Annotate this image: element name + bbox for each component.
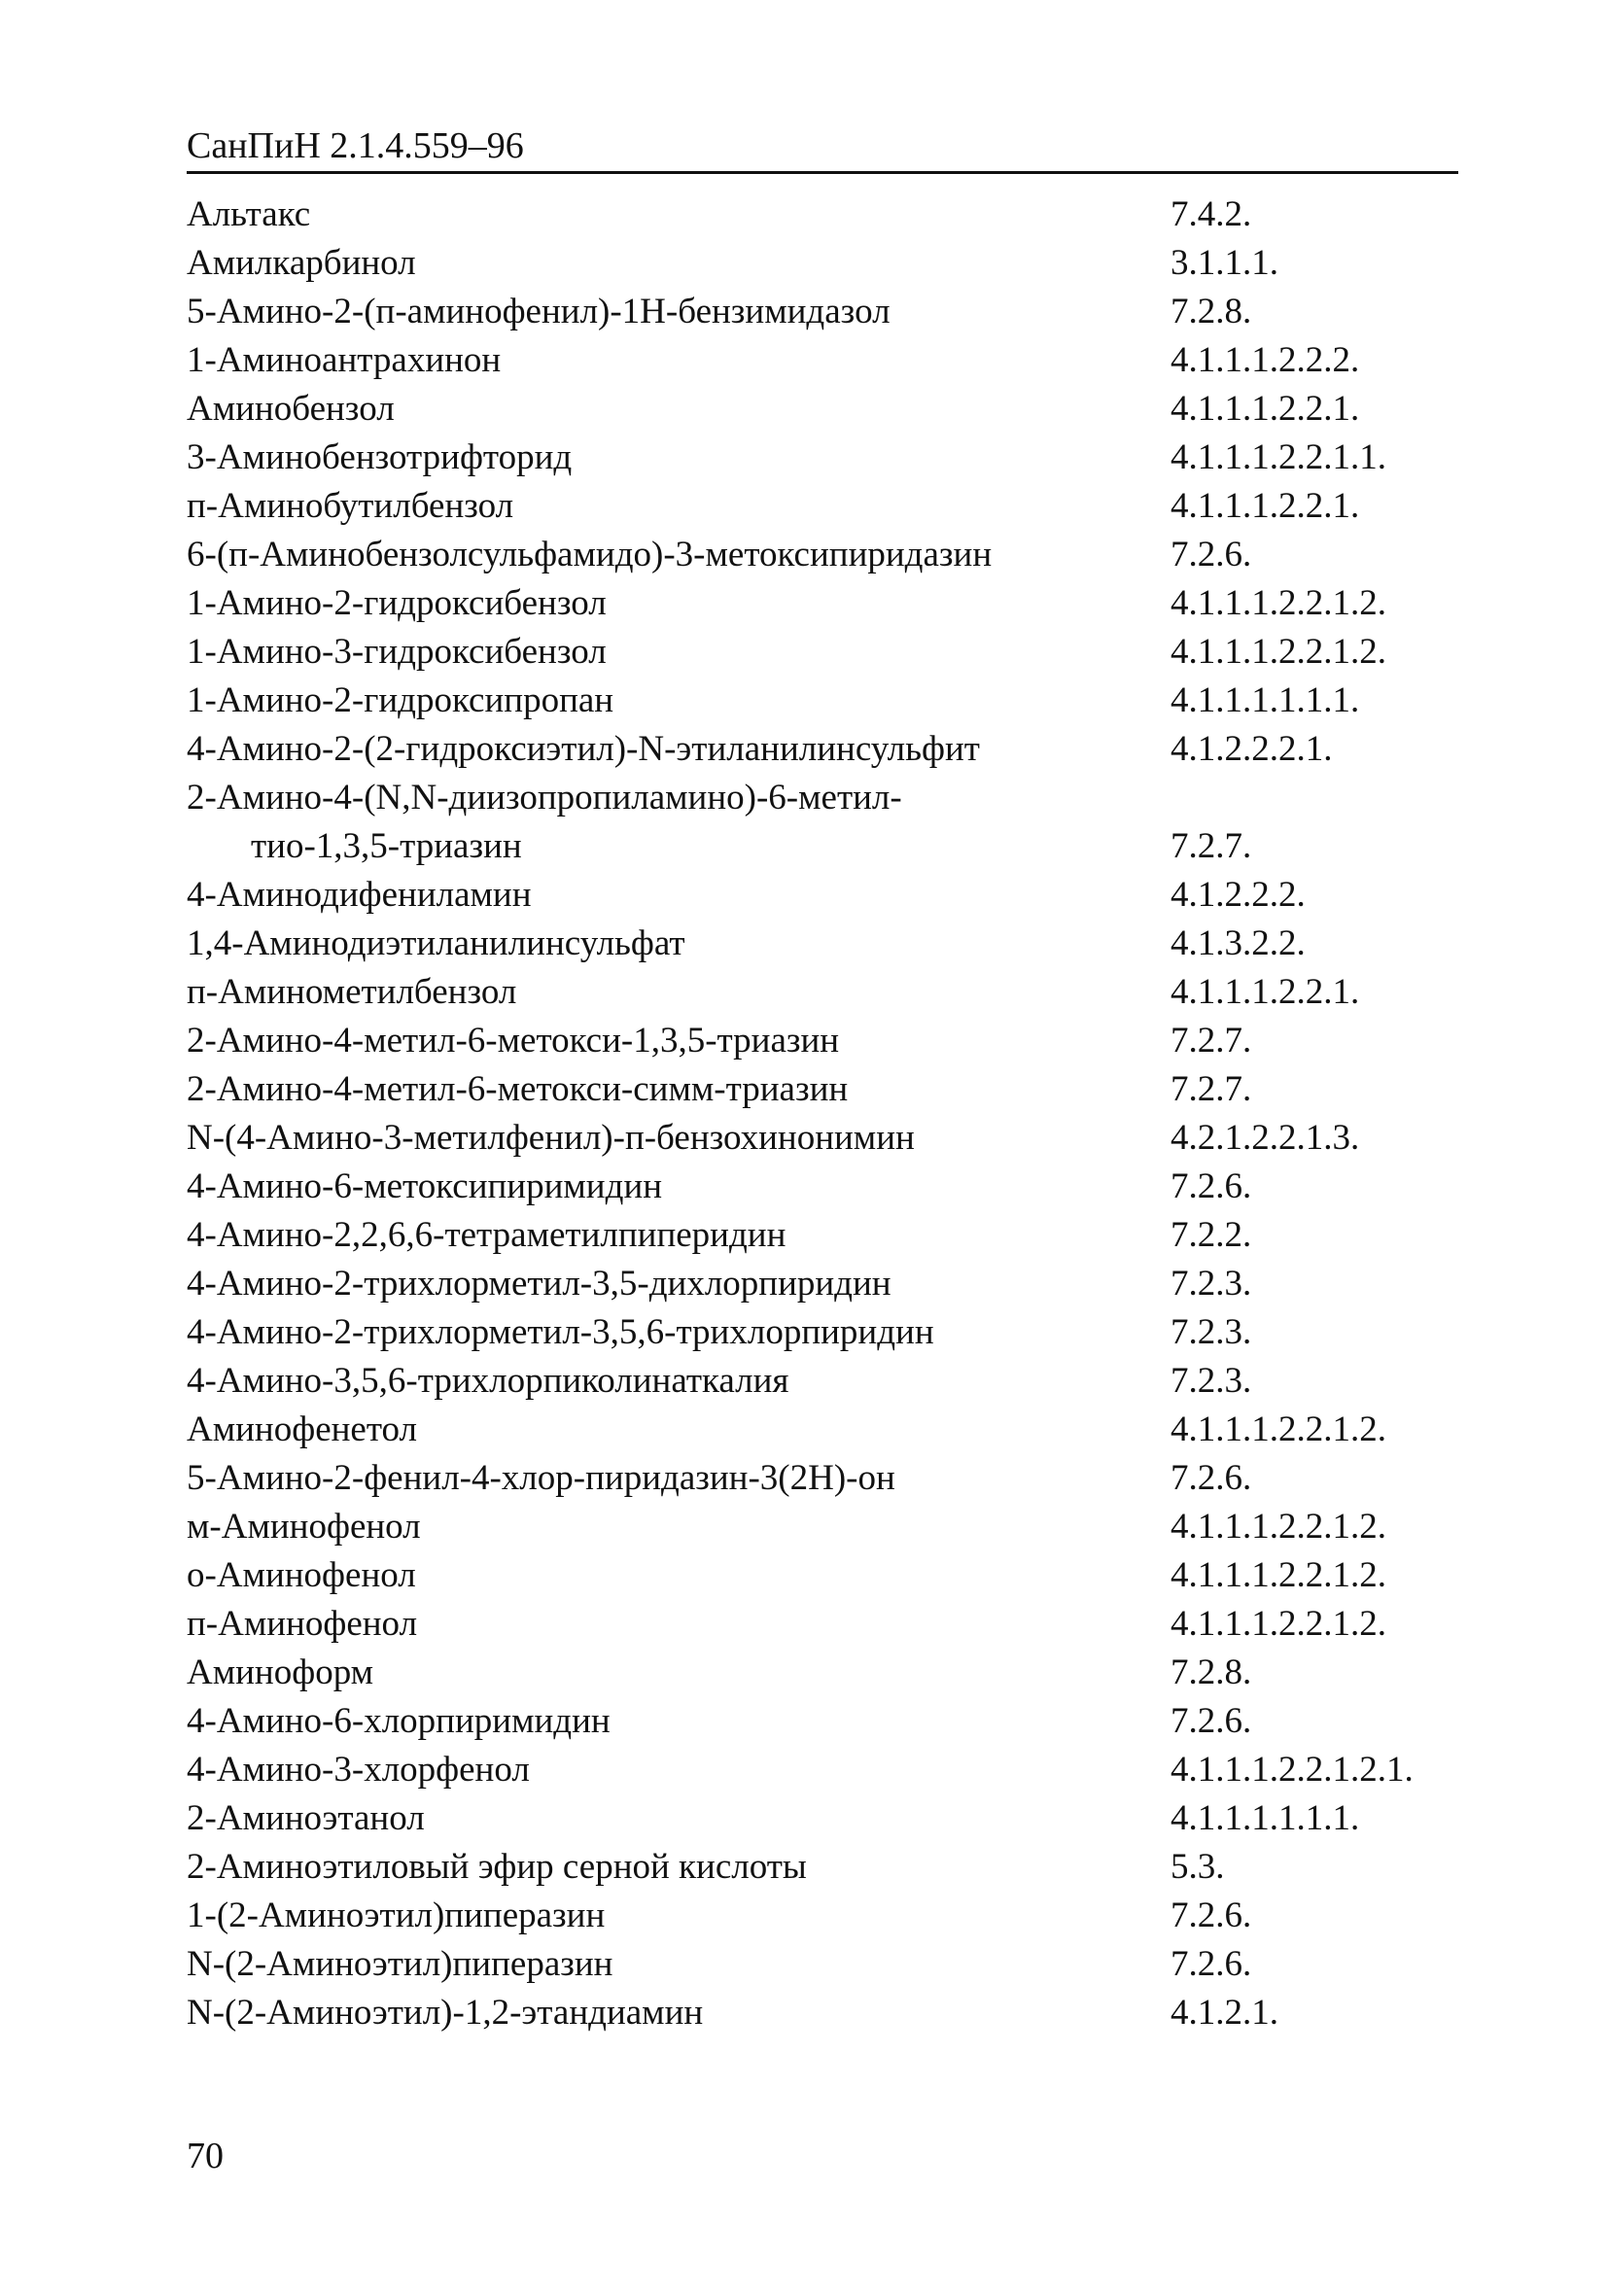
- entry-name: п-Аминофенол: [187, 1604, 418, 1644]
- entry-name: 2-Аминоэтиловый эфир серной кислоты: [187, 1847, 807, 1887]
- entry-reference: 7.4.2.: [1171, 194, 1252, 234]
- index-entry: [187, 1308, 1480, 1357]
- entry-reference: 7.2.7.: [1171, 1021, 1252, 1061]
- entry-name: 6-(п-Аминобензолсульфамидо)-3-метоксипиридазин: [187, 535, 993, 574]
- entry-reference: 5.3.: [1171, 1847, 1225, 1887]
- entry-name: 1-Амино-2-гидроксипропан: [187, 680, 614, 720]
- index-entry: [187, 968, 1480, 1017]
- entry-name: 1-Амино-2-гидроксибензол: [187, 583, 607, 623]
- entry-reference: 4.1.2.2.2.: [1171, 875, 1306, 915]
- entry-name: тио-1,3,5-триазин: [251, 826, 522, 866]
- entry-reference: 4.1.1.1.2.2.1.2.: [1171, 1604, 1386, 1644]
- index-entry: [187, 482, 1480, 531]
- entry-name: 2-Амино-4-(N,N-диизопропиламино)-6-метил-: [187, 778, 902, 818]
- entry-name: 4-Амино-2-трихлорметил-3,5,6-трихлорпиридин: [187, 1312, 934, 1352]
- index-entry: [187, 579, 1480, 628]
- entry-reference: 4.1.2.2.2.1.: [1171, 729, 1333, 769]
- entry-reference: 4.1.1.1.2.2.2.: [1171, 340, 1360, 380]
- entry-reference: 4.1.1.1.2.2.1.: [1171, 486, 1360, 526]
- entry-reference: 4.1.1.1.2.2.1.: [1171, 389, 1360, 429]
- entry-reference: 4.1.1.1.2.2.1.2.: [1171, 1507, 1386, 1547]
- entry-name: Аминобензол: [187, 389, 395, 429]
- entry-name: 4-Амино-6-метоксипиримидин: [187, 1166, 663, 1206]
- entry-name: 4-Амино-2-(2-гидроксиэтил)-N-этиланилинсульфит: [187, 729, 980, 769]
- entry-name: Аминофенетол: [187, 1409, 418, 1449]
- entry-reference: 7.2.3.: [1171, 1312, 1252, 1352]
- index-entry: [187, 1065, 1480, 1114]
- index-entry: [187, 1211, 1480, 1260]
- page-number: 70: [187, 2136, 224, 2176]
- entry-reference: 7.2.7.: [1171, 1069, 1252, 1109]
- index-entry: [187, 1649, 1480, 1697]
- entry-reference: 4.1.2.1.: [1171, 1993, 1278, 2033]
- entry-name: 4-Амино-6-хлорпиримидин: [187, 1701, 611, 1741]
- index-entry: [187, 1163, 1480, 1211]
- index-entry: [187, 1600, 1480, 1649]
- entry-name: 1,4-Аминодиэтиланилинсульфат: [187, 923, 685, 963]
- entry-name: 4-Аминодифениламин: [187, 875, 532, 915]
- entry-reference: 4.1.1.1.1.1.1.: [1171, 1798, 1360, 1838]
- index-entry: [187, 1843, 1480, 1892]
- entry-reference: 4.1.1.1.2.2.1.: [1171, 972, 1360, 1012]
- index-entry: [187, 822, 1480, 871]
- entry-name: 4-Амино-3-хлорфенол: [187, 1750, 530, 1790]
- entry-name: N-(2-Аминоэтил)пиперазин: [187, 1944, 613, 1984]
- entry-reference: 7.2.6.: [1171, 1458, 1252, 1498]
- index-entry: [187, 1454, 1480, 1503]
- index-entry: [187, 531, 1480, 579]
- index-entry: [187, 677, 1480, 725]
- entry-reference: 3.1.1.1.: [1171, 243, 1278, 283]
- index-entry: [187, 385, 1480, 434]
- entry-reference: 4.2.1.2.2.1.3.: [1171, 1118, 1360, 1158]
- entry-reference: 7.2.8.: [1171, 1652, 1252, 1692]
- entry-name: п-Аминобутилбензол: [187, 486, 514, 526]
- entry-reference: 4.1.1.1.2.2.1.2.1.: [1171, 1750, 1414, 1790]
- index-entry: [187, 434, 1480, 482]
- index-entry: [187, 1794, 1480, 1843]
- entry-name: N-(4-Амино-3-метилфенил)-п-бензохинонимин: [187, 1118, 915, 1158]
- entry-reference: 4.1.1.1.1.1.1.: [1171, 680, 1360, 720]
- index-entry: [187, 871, 1480, 920]
- entry-name: 4-Амино-3,5,6-трихлорпиколинаткалия: [187, 1361, 789, 1401]
- entry-name: 1-(2-Аминоэтил)пиперазин: [187, 1896, 606, 1935]
- entry-reference: 7.2.8.: [1171, 292, 1252, 331]
- index-entry: [187, 1551, 1480, 1600]
- entry-reference: 4.1.1.1.2.2.1.2.: [1171, 1555, 1386, 1595]
- entry-name: 1-Амино-3-гидроксибензол: [187, 632, 607, 672]
- index-entry: [187, 1892, 1480, 1940]
- index-entry: [187, 920, 1480, 968]
- entry-reference: 7.2.6.: [1171, 535, 1252, 574]
- index-entry: [187, 1114, 1480, 1163]
- index-entry: [187, 628, 1480, 677]
- entry-name: 4-Амино-2-трихлорметил-3,5-дихлорпиридин: [187, 1264, 891, 1304]
- index-entry: [187, 1989, 1480, 2037]
- entry-name: 5-Амино-2-(п-аминофенил)-1Н-бензимидазол: [187, 292, 891, 331]
- header-rule: [187, 171, 1458, 174]
- index-entry: [187, 1260, 1480, 1308]
- entry-name: Альтакс: [187, 194, 311, 234]
- index-entry: [187, 1697, 1480, 1746]
- index-entry: [187, 1357, 1480, 1406]
- index-entry: [187, 1017, 1480, 1065]
- entry-reference: 7.2.6.: [1171, 1701, 1252, 1741]
- entry-name: N-(2-Аминоэтил)-1,2-этандиамин: [187, 1993, 704, 2033]
- entry-reference: 4.1.1.1.2.2.1.2.: [1171, 1409, 1386, 1449]
- entry-name: 1-Аминоантрахинон: [187, 340, 502, 380]
- entry-name: 5-Амино-2-фенил-4-хлор-пиридазин-3(2Н)-он: [187, 1458, 895, 1498]
- entry-reference: 4.1.1.1.2.2.1.2.: [1171, 583, 1386, 623]
- entry-name: Амилкарбинол: [187, 243, 416, 283]
- entry-reference: 4.1.1.1.2.2.1.2.: [1171, 632, 1386, 672]
- entry-name: 2-Амино-4-метил-6-метокси-1,3,5-триазин: [187, 1021, 840, 1061]
- entry-reference: 7.2.2.: [1171, 1215, 1252, 1255]
- entry-reference: 4.1.3.2.2.: [1171, 923, 1306, 963]
- entry-name: 4-Амино-2,2,6,6-тетраметилпиперидин: [187, 1215, 787, 1255]
- index-entry: [187, 774, 1480, 822]
- entry-name: Аминоформ: [187, 1652, 374, 1692]
- index-entry: [187, 288, 1480, 336]
- entry-reference: 7.2.3.: [1171, 1264, 1252, 1304]
- entry-name: о-Аминофенол: [187, 1555, 416, 1595]
- entry-reference: 7.2.3.: [1171, 1361, 1252, 1401]
- entry-reference: 7.2.6.: [1171, 1896, 1252, 1935]
- entry-name: м-Аминофенол: [187, 1507, 421, 1547]
- document-header: СанПиН 2.1.4.559–96: [187, 125, 524, 166]
- index-entry: [187, 191, 1480, 239]
- index-entry: [187, 1503, 1480, 1551]
- index-entry: [187, 1940, 1480, 1989]
- entry-name: 2-Аминоэтанол: [187, 1798, 425, 1838]
- entry-name: 2-Амино-4-метил-6-метокси-симм-триазин: [187, 1069, 849, 1109]
- index-entry: [187, 725, 1480, 774]
- index-entry: [187, 336, 1480, 385]
- entry-reference: 7.2.6.: [1171, 1166, 1252, 1206]
- index-entry: [187, 1746, 1480, 1794]
- index-list: [187, 191, 1480, 2037]
- index-entry: [187, 239, 1480, 288]
- entry-name: 3-Аминобензотрифторид: [187, 437, 573, 477]
- entry-name: п-Аминометилбензол: [187, 972, 517, 1012]
- entry-reference: 7.2.6.: [1171, 1944, 1252, 1984]
- entry-reference: 7.2.7.: [1171, 826, 1252, 866]
- index-entry: [187, 1406, 1480, 1454]
- entry-reference: 4.1.1.1.2.2.1.1.: [1171, 437, 1386, 477]
